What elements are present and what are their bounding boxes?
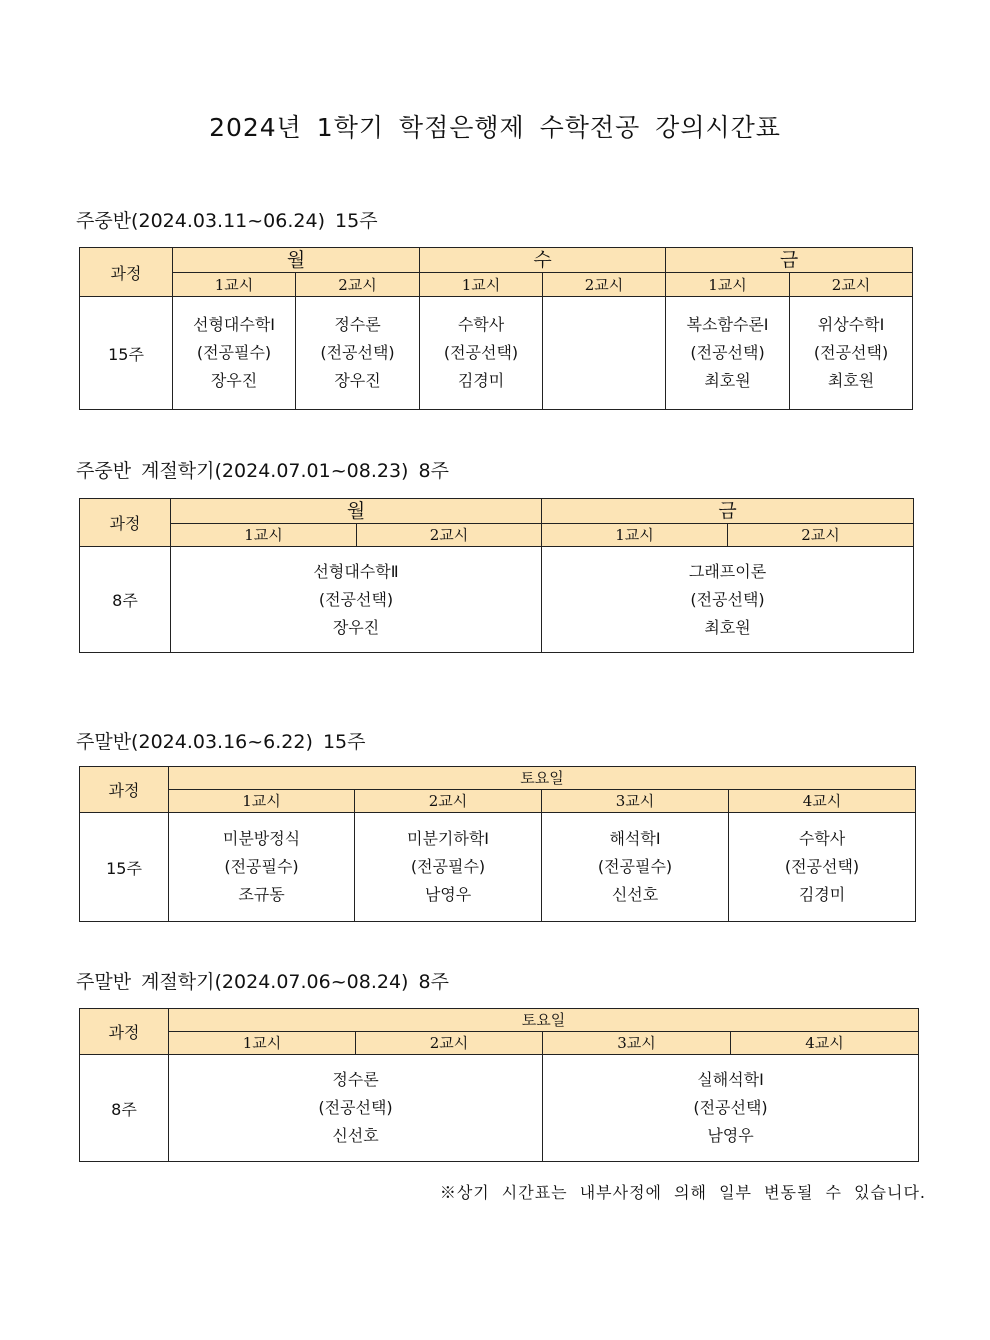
course-professor: 장우진: [334, 371, 381, 390]
period-header: 1교시: [542, 524, 728, 547]
page-title: 2024년 1학기 학점은행제 수학전공 강의시간표: [209, 113, 781, 142]
course-type: (전공선택): [443, 343, 519, 362]
course-cell: [169, 1055, 543, 1162]
period-header: 1교시: [420, 273, 543, 297]
course-type: (전공선택): [320, 343, 395, 362]
course-type: (전공선택): [784, 857, 860, 876]
course-professor: 최호원: [827, 371, 875, 390]
row-label: 8주: [80, 1055, 169, 1162]
course-professor: 김경미: [798, 885, 846, 904]
day-header-mon: 월: [173, 248, 420, 273]
course-cell: [729, 813, 916, 922]
course-type: (전공필수): [196, 343, 272, 362]
period-header: 1교시: [169, 790, 355, 813]
course-header: 과정: [80, 248, 173, 297]
course-professor: 장우진: [332, 617, 380, 637]
course-professor: 신선호: [611, 885, 659, 904]
period-header: 2교시: [356, 1032, 543, 1055]
course-cell: [296, 297, 420, 410]
period-header: 3교시: [543, 1032, 731, 1055]
course-name: 복소함수론Ⅰ: [686, 315, 769, 334]
course-cell: [666, 297, 790, 410]
day-header-sat: 토요일: [169, 767, 916, 790]
period-header: 4교시: [729, 790, 916, 813]
row-label: 15주: [80, 813, 169, 922]
period-header: 2교시: [355, 790, 542, 813]
course-cell: [542, 547, 914, 653]
period-header: 2교시: [357, 524, 542, 547]
course-name: 실해석학Ⅰ: [697, 1070, 764, 1089]
day-header-mon: 월: [171, 499, 542, 524]
period-header: 2교시: [790, 273, 913, 297]
course-type: (전공선택): [690, 589, 765, 609]
course-header: 과정: [80, 499, 171, 547]
period-header: 1교시: [173, 273, 296, 297]
course-cell: [790, 297, 913, 410]
course-cell: [420, 297, 543, 410]
row-label: 8주: [80, 547, 171, 653]
course-professor: 최호원: [704, 371, 751, 390]
course-name: 정수론: [332, 1070, 379, 1089]
course-type: (전공선택): [318, 589, 394, 609]
period-header: 1교시: [666, 273, 790, 297]
course-header: 과정: [80, 1009, 169, 1055]
course-professor: 남영우: [424, 885, 472, 904]
course-name: 정수론: [334, 315, 381, 334]
section-title-weekend: 주말반(2024.03.16~6.22) 15주: [76, 731, 366, 753]
course-name: 미분방정식: [222, 829, 301, 848]
course-type: (전공선택): [690, 343, 765, 362]
footnote: ※상기 시간표는 내부사정에 의해 일부 변동될 수 있습니다.: [439, 1183, 926, 1202]
weekday-summer-schedule-table: [79, 498, 914, 653]
empty-course-cell: [543, 297, 666, 410]
course-name: 선형대수학Ⅱ: [313, 561, 399, 581]
course-type: (전공필수): [410, 857, 486, 876]
course-cell: [169, 813, 355, 922]
weekend-schedule-table: [79, 766, 916, 922]
course-name: 미분기하학Ⅰ: [407, 829, 489, 848]
period-header: 2교시: [543, 273, 666, 297]
course-cell: [355, 813, 542, 922]
course-professor: 조규동: [238, 885, 285, 904]
course-type: (전공선택): [693, 1098, 768, 1117]
period-header: 4교시: [731, 1032, 919, 1055]
day-header-fri: 금: [666, 248, 913, 273]
day-header-wed: 수: [420, 248, 666, 273]
course-professor: 신선호: [332, 1126, 379, 1145]
course-cell: [173, 297, 296, 410]
course-name: 해석학Ⅰ: [609, 829, 661, 848]
course-professor: 김경미: [457, 371, 505, 390]
period-header: 1교시: [171, 524, 357, 547]
section-title-weekday: 주중반(2024.03.11~06.24) 15주: [76, 210, 378, 232]
weekend-summer-schedule-table: [79, 1008, 919, 1162]
course-professor: 최호원: [704, 617, 751, 637]
day-header-sat: 토요일: [169, 1009, 919, 1032]
course-name: 수학사: [798, 829, 846, 848]
course-name: 그래프이론: [688, 561, 767, 581]
row-label: 15주: [80, 297, 173, 410]
weekday-schedule-table: [79, 247, 913, 410]
course-type: (전공필수): [224, 857, 299, 876]
course-name: 수학사: [457, 315, 505, 334]
period-header: 2교시: [728, 524, 914, 547]
course-cell: [542, 813, 729, 922]
course-professor: 남영우: [707, 1126, 754, 1145]
course-type: (전공선택): [318, 1098, 393, 1117]
course-cell: [543, 1055, 919, 1162]
course-professor: 장우진: [210, 371, 258, 390]
day-header-fri: 금: [542, 499, 914, 524]
course-type: (전공선택): [813, 343, 889, 362]
course-type: (전공필수): [597, 857, 673, 876]
course-cell: [171, 547, 542, 653]
course-header: 과정: [80, 767, 169, 813]
course-name: 선형대수학Ⅰ: [193, 315, 275, 334]
section-title-weekend-summer: 주말반 계절학기(2024.07.06~08.24) 8주: [76, 971, 449, 993]
period-header: 2교시: [296, 273, 420, 297]
section-title-weekday-summer: 주중반 계절학기(2024.07.01~08.23) 8주: [76, 460, 449, 482]
course-name: 위상수학Ⅰ: [817, 315, 885, 334]
period-header: 1교시: [169, 1032, 356, 1055]
period-header: 3교시: [542, 790, 729, 813]
